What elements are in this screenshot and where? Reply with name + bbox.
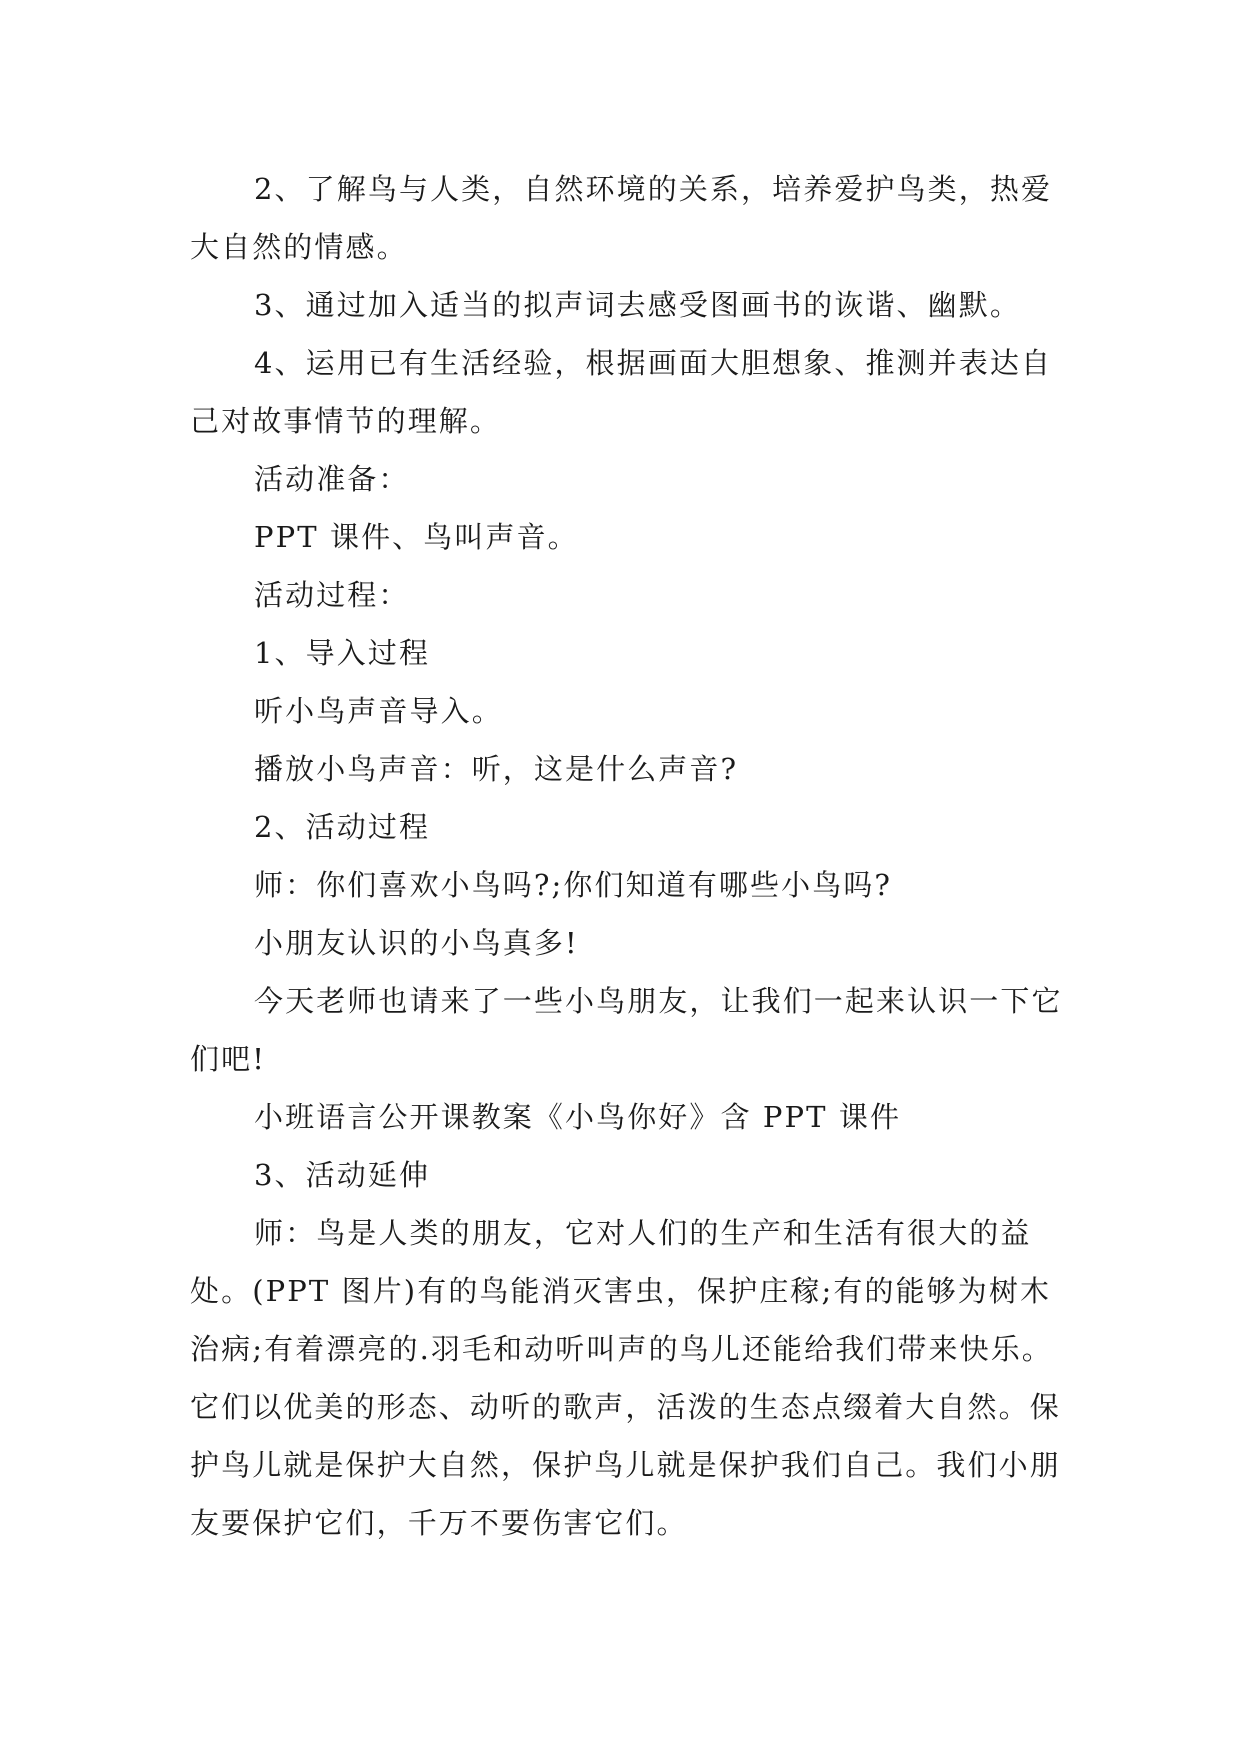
paragraph-teacher-question: 师：你们喜欢小鸟吗?;你们知道有哪些小鸟吗?	[254, 868, 893, 902]
paragraph-goal-4: 4、运用已有生活经验，根据画面大胆想象、推测并表达自己对故事情节的理解。	[190, 346, 1053, 438]
paragraph-praise: 小朋友认识的小鸟真多!	[254, 926, 579, 960]
paragraph-preparation-items: PPT 课件、鸟叫声音。	[254, 520, 579, 554]
paragraph-introduce-birds: 今天老师也请来了一些小鸟朋友，让我们一起来认识一下它们吧!	[190, 984, 1063, 1076]
heading-step-3: 3、活动延伸	[254, 1158, 431, 1192]
heading-activity-preparation: 活动准备：	[254, 462, 410, 496]
paragraph-step-1-intro: 听小鸟声音导入。	[254, 694, 503, 728]
paragraph-lesson-title: 小班语言公开课教案《小鸟你好》含 PPT 课件	[254, 1100, 902, 1134]
paragraph-goal-2: 2、了解鸟与人类，自然环境的关系，培养爱护鸟类，热爱大自然的情感。	[190, 172, 1053, 264]
document-body	[190, 160, 1070, 1552]
paragraph-extension: 师：鸟是人类的朋友，它对人们的生产和生活有很大的益处。(PPT 图片)有的鸟能消灭害虫，保护庄稼;有的能够为树木治病;有着漂亮的.羽毛和动听叫声的鸟儿还能给我们带来快乐。它们以优美的形态、动听的歌声，活泼的生态点缀着大自然。保护鸟儿就是保护大自然，保护鸟儿就是保护我们自己。我们小朋友要保护它们，千万不要伤害它们。	[190, 1216, 1061, 1540]
paragraph-goal-3: 3、通过加入适当的拟声词去感受图画书的诙谐、幽默。	[254, 288, 1021, 322]
heading-step-2: 2、活动过程	[254, 810, 431, 844]
heading-activity-process: 活动过程：	[254, 578, 410, 612]
heading-step-1: 1、导入过程	[254, 636, 431, 670]
paragraph-step-1-play: 播放小鸟声音：听，这是什么声音?	[254, 752, 739, 786]
